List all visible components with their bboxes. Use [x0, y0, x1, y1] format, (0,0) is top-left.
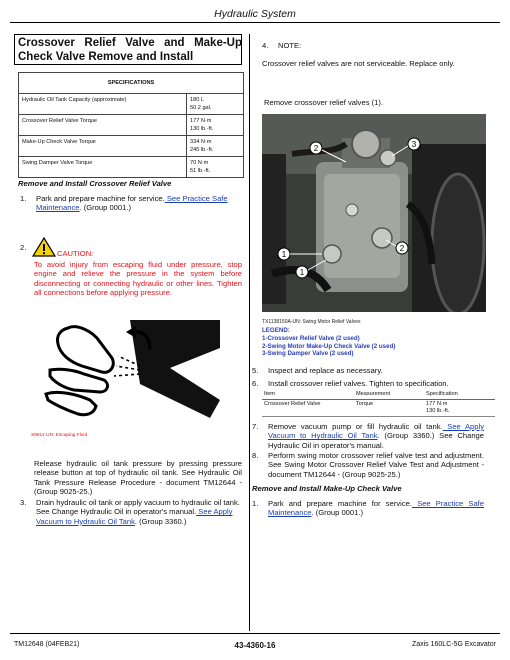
svg-text:1: 1	[281, 250, 287, 259]
page-title: Crossover Relief Valve and Make-Up Check Valve Remove and Install	[18, 37, 242, 63]
makeup-check-valve-heading: Remove and Install Make-Up Check Valve	[252, 484, 402, 493]
svg-text:2: 2	[399, 244, 405, 253]
caution-label: CAUTION:	[57, 249, 94, 258]
legend-title: LEGEND:	[262, 327, 290, 334]
specifications-table	[18, 72, 244, 178]
section-header: Hydraulic System	[214, 8, 296, 20]
table-row: Crossover Relief Valve Torque 177 N·m 130 lb.-ft.	[262, 400, 495, 417]
svg-text:3: 3	[411, 140, 417, 149]
release-pressure-text: Release hydraulic oil tank pressure by pressing pressure release button at top of hydraulic oil tank. See Hydraulic Oil Tank Pressure Release Procedure - document TM12644 - (Group 9025-25.)	[34, 459, 242, 497]
column-divider	[249, 34, 250, 631]
spec-row: Hydraulic Oil Tank Capacity (approximate) 180 L 50.2 gal.	[19, 94, 244, 115]
remove-crossover-text: Remove crossover relief valves (1).	[264, 98, 384, 107]
footer-doc-id: TM12648 (04FEB21)	[14, 641, 80, 648]
figure-caption-escaping-fluid: X9811-UN: Escaping Fluid	[31, 433, 88, 438]
legend-list	[262, 335, 482, 358]
note-text: Crossover relief valves are not serviceable. Replace only.	[262, 59, 455, 68]
step-4-number: 4.	[262, 41, 269, 50]
apply-vacuum-link[interactable]: See Apply Vacuum to Hydraulic Oil Tank	[36, 507, 233, 526]
step-5: 5. Inspect and replace as necessary.	[252, 366, 383, 375]
spec-row: Make-Up Check Valve Torque 334 N·m 245 lb.-ft.	[19, 136, 244, 157]
practice-safe-maintenance-link[interactable]: See Practice Safe Maintenance	[36, 194, 228, 213]
legend-item: 3-Swing Damper Valve (2 used)	[262, 350, 354, 358]
step-1: 1. Park and prepare machine for service. See Practice Safe Maintenance. (Group 0001.)	[20, 194, 228, 213]
step-8: 8. Perform swing motor crossover relief valve test and adjustment. See Swing Motor Crossover Relief Valve Test and Adjustment - document TM12644 - (Group 9025-25.)	[252, 451, 484, 479]
torque-spec-table: Item Measurement Specification Crossover Relief Valve Torque 177 N·m 130 lb.-ft.	[262, 390, 495, 417]
photo-caption: TX1138150A-UN: Swing Motor Relief Valves	[262, 319, 361, 325]
header-rule	[10, 22, 500, 23]
escaping-fluid-illustration	[30, 310, 240, 425]
step-2-number: 2.	[20, 243, 27, 252]
step-3: 3. Drain hydraulic oil tank or apply vacuum to hydraulic oil tank. See Change Hydraulic Oil in operator's manual. See Apply Vacuum to Hydraulic Oil Tank. (Group 3360.)	[20, 498, 240, 526]
step-7: 7. Remove vacuum pump or fill hydraulic oil tank. See Apply Vacuum to Hydraulic Oil Tank. (Group 3360.) See Change Hydraulic Oil in operator's manual.	[252, 422, 485, 450]
note-label: NOTE:	[278, 41, 302, 50]
legend-item: 2-Swing Motor Make-Up Check Valve (2 used)	[262, 342, 396, 350]
footer-rule	[10, 633, 500, 634]
apply-vacuum-link[interactable]: See Apply Vacuum to Hydraulic Oil Tank	[268, 422, 484, 441]
spec-row: Crossover Relief Valve Torque 177 N·m 130 lb.-ft.	[19, 115, 244, 136]
footer-model: Zaxis 160LC-5G Excavator	[411, 641, 496, 648]
svg-text:2: 2	[313, 144, 319, 153]
remove-crossover-heading: Remove and Install Crossover Relief Valve	[18, 179, 172, 188]
practice-safe-maintenance-link[interactable]: See Practice Safe Maintenance	[268, 499, 484, 518]
makeup-step-1: 1. Park and prepare machine for service. See Practice Safe Maintenance. (Group 0001.)	[252, 499, 484, 518]
svg-text:1: 1	[299, 268, 305, 277]
spec-row: Swing Damper Valve Torque 70 N·m 51 lb.-ft.	[19, 157, 244, 178]
step-6: 6. Install crossover relief valves. Tighten to specification.	[252, 379, 449, 388]
caution-warning-icon	[32, 237, 56, 257]
spec-heading: SPECIFICATIONS	[19, 73, 244, 94]
footer-page-number: 43-4360-16	[234, 641, 276, 650]
caution-text: To avoid injury from escaping fluid under pressure, stop engine and relieve the pressure in the system before disconnecting or connecting hydraulic or other lines. Tighten all connections before applying pressure.	[34, 260, 242, 298]
swing-motor-relief-valves-photo	[262, 114, 486, 312]
legend-item: 1-Crossover Relief Valve (2 used)	[262, 335, 360, 342]
